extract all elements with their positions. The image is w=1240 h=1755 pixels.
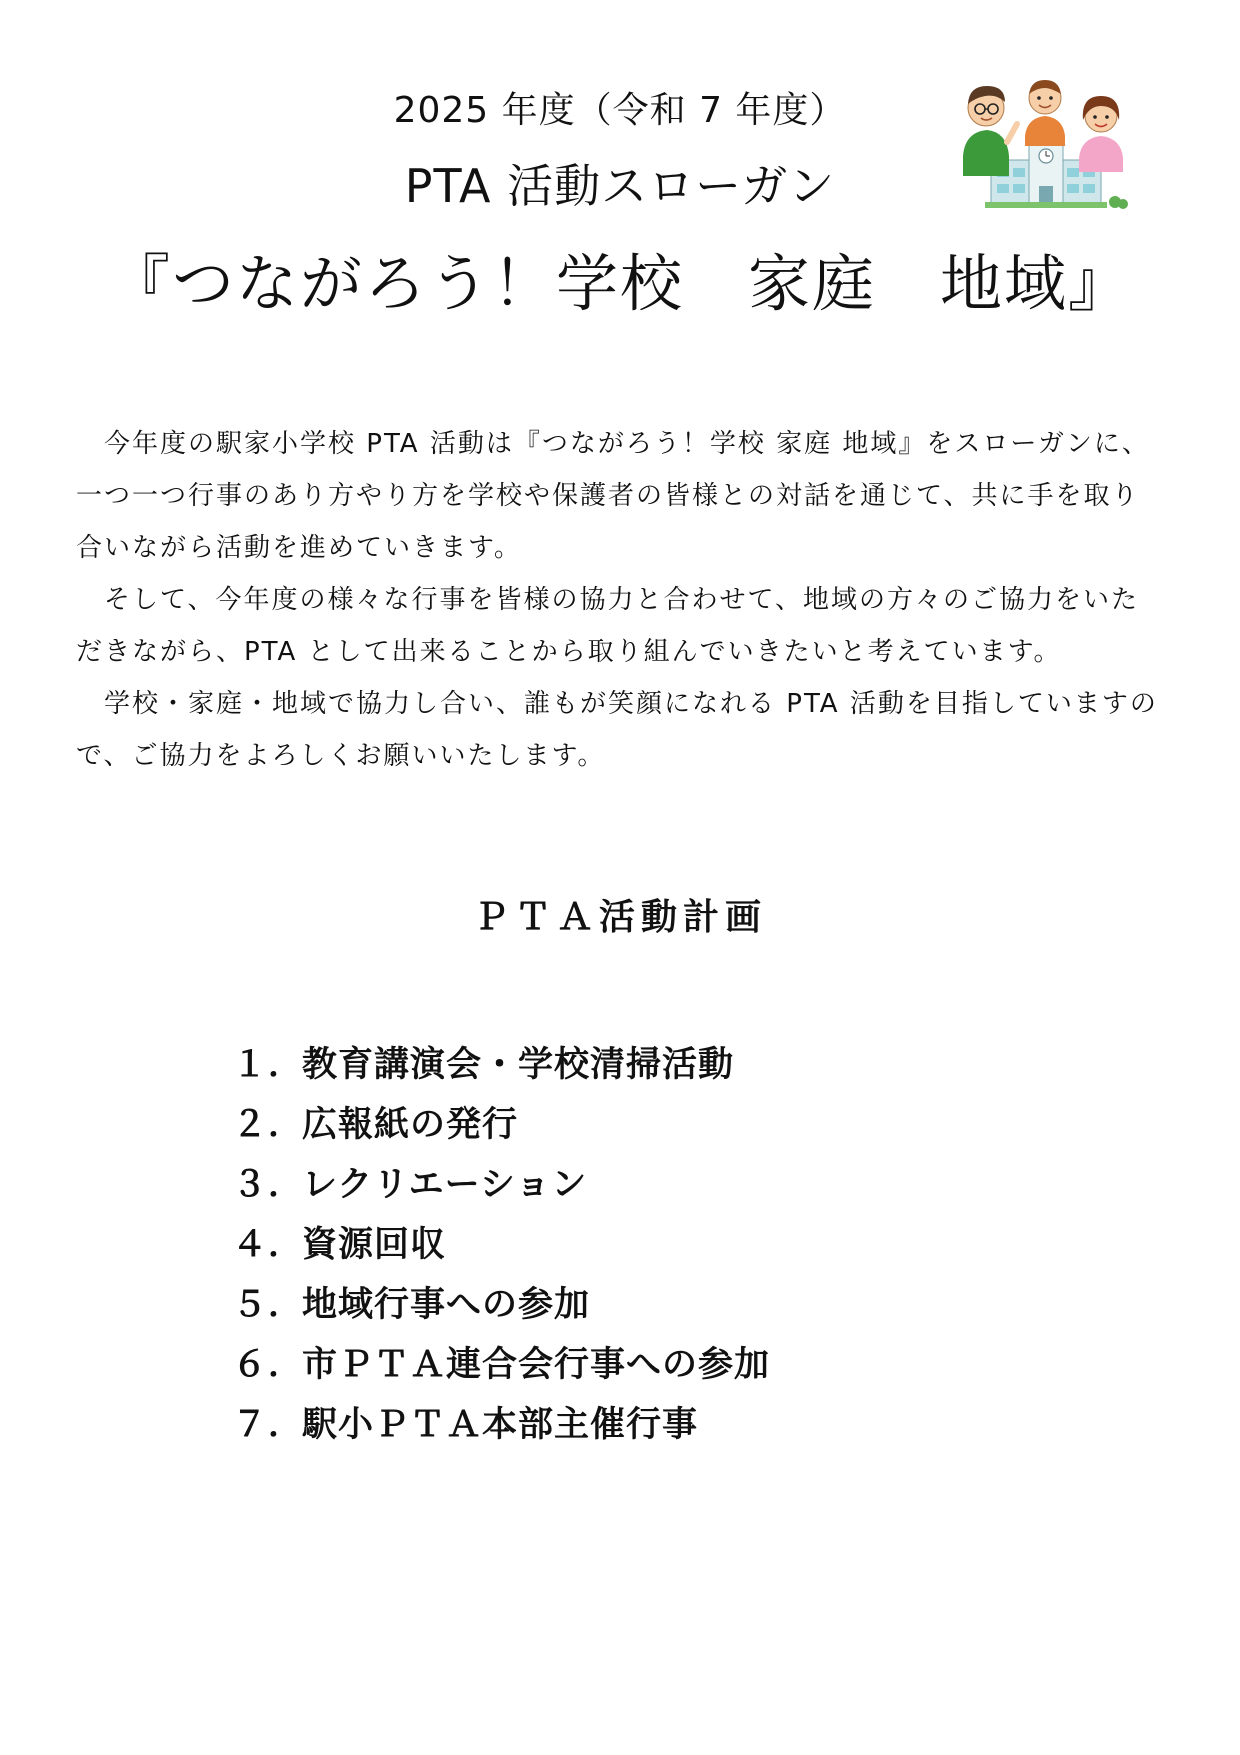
list-item-label: 市ＰＴＡ連合会行事への参加: [302, 1345, 771, 1385]
intro-body: [76, 418, 1166, 782]
list-item: [232, 1275, 770, 1335]
list-item: [232, 1095, 770, 1155]
list-item-number: ２．: [232, 1105, 305, 1145]
list-item-number: ４．: [232, 1225, 305, 1265]
list-item-number: １．: [232, 1045, 305, 1085]
list-item: [232, 1035, 770, 1095]
year-heading: 2025 年度（令和 7 年度）: [393, 90, 847, 131]
list-item: [232, 1335, 770, 1395]
slogan-title: 『つながろう！学校 家庭 地域』: [107, 247, 1132, 320]
list-item: [232, 1395, 770, 1455]
mother-figure-icon: [1079, 96, 1123, 172]
list-item-label: 資源回収: [302, 1225, 447, 1265]
list-item-number: ７．: [232, 1405, 305, 1445]
teacher-figure-icon: [1025, 80, 1065, 146]
activity-plan-list: [232, 1035, 770, 1455]
list-item: [232, 1215, 770, 1275]
list-item-number: ５．: [232, 1285, 305, 1325]
list-item-number: ３．: [232, 1165, 305, 1205]
list-item-label: 地域行事への参加: [302, 1285, 591, 1325]
intro-paragraph: そして、今年度の様々な行事を皆様の協力と合わせて、地域の方々のご協力をいただきながら、PTA として出来ることから取り組んでいきたいと考えています。: [76, 585, 1139, 667]
list-item: [232, 1155, 770, 1215]
intro-paragraph: 今年度の駅家小学校 PTA 活動は『つながろう！学校 家庭 地域』をスローガンに、一つ一つ行事のあり方やり方を学校や保護者の皆様との対話を通じて、共に手を取り合いながら活動を進めていきます。: [76, 429, 1150, 563]
slogan-subtitle: PTA 活動スローガン: [404, 159, 836, 213]
list-item-label: 広報紙の発行: [302, 1105, 519, 1145]
school-family-illustration-icon: [955, 76, 1135, 212]
list-item-number: ６．: [232, 1345, 305, 1385]
father-figure-icon: [963, 86, 1017, 176]
list-item-label: レクリエーション: [302, 1165, 588, 1205]
list-item-label: 教育講演会・学校清掃活動: [302, 1045, 735, 1085]
intro-paragraph: 学校・家庭・地域で協力し合い、誰もが笑顔になれる PTA 活動を目指していますので、ご協力をよろしくお願いいたします。: [76, 689, 1158, 771]
list-item-label: 駅小ＰＴＡ本部主催行事: [302, 1405, 699, 1445]
activity-plan-title: ＰＴＡ活動計画: [472, 897, 767, 938]
